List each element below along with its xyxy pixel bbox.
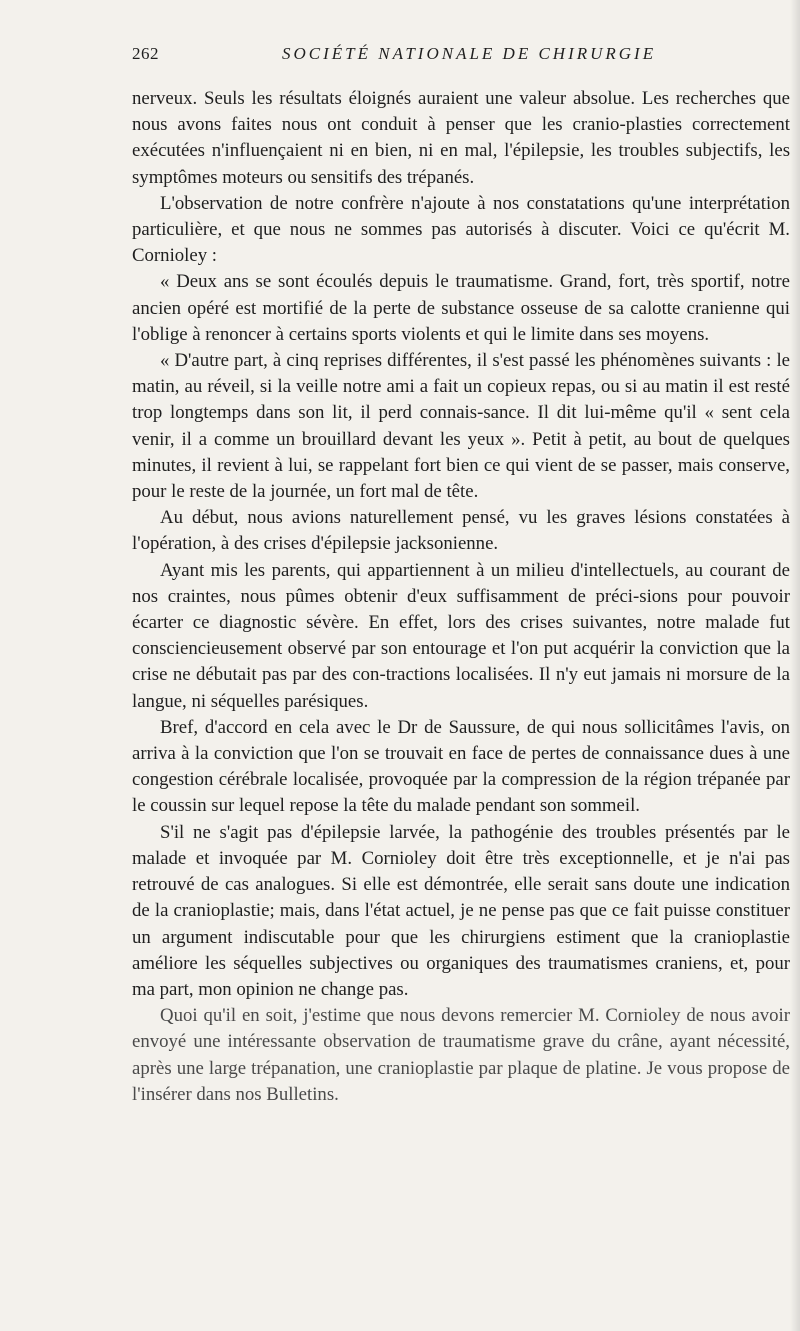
paragraph-family-observation: Ayant mis les parents, qui appartiennent à un milieu d'intellectuels, au courant de nos craintes, nous pûmes obtenir d'eux suffisamment de préci-sions pour pouvoir écarter ce diagnostic sévère. En effet, lors des crises suivantes, notre malade fut consciencieusement observé par son entourage et l'on put acquérir la conviction que la crise ne débutait pas par des con-tractions localisées. Il n'y eut jamais ni morsure de la langue, ni séquelles parésiques.: [132, 559, 790, 712]
paragraph-pathogeny: S'il ne s'agit pas d'épilepsie larvée, la pathogénie des troubles présentés par le malade et invoquée par M. Cornioley doit être très exceptionnelle, et je n'ai pas retrouvé de cas analogues. Si elle est démontrée, elle serait sans doute une indication de la cranioplastie; mais, dans l'état actuel, je ne pense pas que ce fait puisse constituer un argument indiscutable pour que les chirurgiens estiment que la cranioplastie améliore les séquelles subjectives ou organiques des traumatismes craniens, et, pour ma part, mon opinion ne change pas.: [132, 821, 790, 1000]
paragraph-conclusion-saussure: Bref, d'accord en cela avec le Dr de Saussure, de qui nous sollicitâmes l'avis, on arriva à la conviction que l'on se trouvait en face de pertes de connaissance dues à une congestion cérébrale localisée, provoquée par la compression de la région trépanée par le coussin sur lequel repose la tête du malade pendant son sommeil.: [132, 716, 790, 817]
body-text: [132, 86, 790, 1108]
paragraph-closing: Quoi qu'il en soit, j'estime que nous devons remercier M. Cornioley de nous avoir envoyé une intéressante observation de traumatisme grave du crâne, ayant nécessité, après une large trépanation, une cranioplastie par plaque de platine. Je vous propose de l'insérer dans nos Bulletins.: [132, 1005, 790, 1105]
paragraph-quote-1: « Deux ans se sont écoulés depuis le traumatisme. Grand, fort, très sportif, notre ancien opéré est mortifié de la perte de substance osseuse de sa calotte cranienne qui l'oblige à renoncer à certains sports violents et qui le limite dans ses moyens.: [132, 271, 790, 345]
paragraph-quote-2: « D'autre part, à cinq reprises différentes, il s'est passé les phénomènes suivants : le matin, au réveil, si la veille notre ami a fait un copieux repas, ou si au matin il est resté trop longtemps dans son lit, il perd connais-sance. Il dit lui-même qu'il « sent cela venir, il a comme un brouillard devant les yeux ». Petit à petit, au bout de quelques minutes, il revient à lui, se rappelant fort bien ce qui vient de se passer, mais conserve, pour le reste de la journée, un fort mal de tête.: [132, 350, 790, 503]
paragraph-observation-intro: L'observation de notre confrère n'ajoute à nos constatations qu'une interprétation particulière, et que nous ne sommes pas autorisés à discuter. Voici ce qu'écrit M. Cornioley :: [132, 192, 790, 267]
page-header: [132, 44, 790, 68]
page-number: 262: [132, 44, 159, 63]
running-title: SOCIÉTÉ NATIONALE DE CHIRURGIE: [282, 44, 657, 63]
page-edge-shadow: [790, 0, 800, 1331]
paragraph-initial-diagnosis: Au début, nous avions naturellement pensé, vu les graves lésions constatées à l'opération, à des crises d'épilepsie jacksonienne.: [132, 507, 790, 555]
paragraph-continuation: nerveux. Seuls les résultats éloignés auraient une valeur absolue. Les recherches que nous avons faites nous ont conduit à penser que les cranio-plasties correctement exécutées n'influençaient ni en bien, ni en mal, l'épilepsie, les troubles subjectifs, les symptômes moteurs ou sensitifs des trépanés.: [132, 88, 790, 188]
